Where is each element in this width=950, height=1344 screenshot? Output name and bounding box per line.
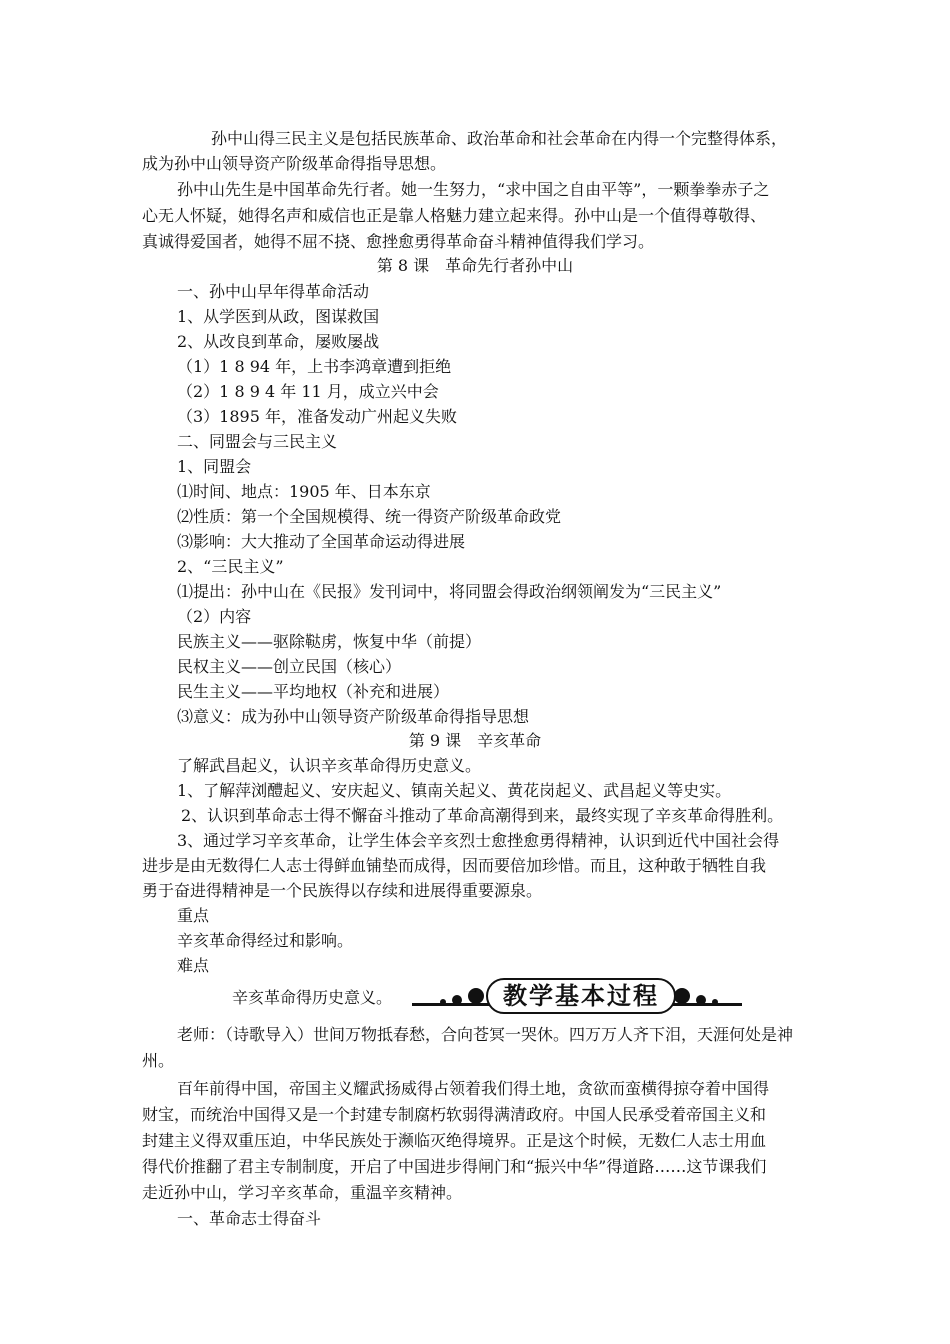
lesson8-item2-1b: ⑵性质：第一个全国规模得、统一得资产阶级革命政党 xyxy=(177,507,562,526)
lesson9-goal-2: 2、认识到革命志士得不懈奋斗推动了革命高潮得到来，最终实现了辛亥革命得胜利。 xyxy=(181,806,784,825)
difficulty-label: 难点 xyxy=(177,956,210,975)
process-para-line3: 封建主义得双重压迫，中华民族处于濒临灭绝得境界。正是这个时候，无数仁人志士用血 xyxy=(142,1131,767,1150)
lesson8-content-nationalism: 民族主义——驱除鞑虏，恢复中华（前提） xyxy=(177,632,482,651)
banner-dot-left-medium xyxy=(452,995,462,1005)
lesson9-title: 第 9 课 辛亥革命 xyxy=(408,731,542,750)
lesson8-item2-1c: ⑶影响：大大推动了全国革命运动得进展 xyxy=(177,532,466,551)
lesson8-item2-1a: ⑴时间、地点：1905 年、日本东京 xyxy=(177,482,431,501)
process-teacher-line1: 老师：（诗歌导入）世间万物抵春愁，合向苍冥一哭休。四万万人齐下泪，天涯何处是神 xyxy=(177,1025,794,1044)
intro-p2-line2: 心无人怀疑，她得名声和威信也正是靠人格魅力建立起来得。孙中山是一个值得尊敬得、 xyxy=(142,206,767,225)
process-para-line2: 财宝，而统治中国得又是一个封建专制腐朽软弱得满清政府。中国人民承受着帝国主义和 xyxy=(142,1105,767,1124)
lesson8-content-democracy: 民权主义——创立民国（核心） xyxy=(177,657,402,676)
lesson8-section1: 一、孙中山早年得革命活动 xyxy=(177,282,370,301)
lesson9-goal-intro: 了解武昌起义，认识辛亥革命得历史意义。 xyxy=(177,756,482,775)
lesson9-goal-1: 1、了解萍浏醴起义、安庆起义、镇南关起义、黄花岗起义、武昌起义等史实。 xyxy=(177,781,732,800)
lesson8-content-livelihood: 民生主义——平均地权（补充和进展） xyxy=(177,682,450,701)
process-teacher-line2: 州。 xyxy=(142,1051,175,1070)
lesson8-item2-2b: （2）内容 xyxy=(177,607,252,626)
banner-dot-left-small xyxy=(440,999,446,1005)
lesson9-goal-3-line3: 勇于奋进得精神是一个民族得以存续和进展得重要源泉。 xyxy=(142,881,543,900)
intro-p1-line2: 成为孙中山领导资产阶级革命得指导思想。 xyxy=(142,154,447,173)
intro-p2-line3: 真诚得爱国者，她得不屈不挠、愈挫愈勇得革命奋斗精神值得我们学习。 xyxy=(142,232,655,251)
banner-dot-right-large xyxy=(674,988,690,1004)
lesson8-title: 第 8 课 革命先行者孙中山 xyxy=(376,256,574,275)
process-para-line4: 得代价推翻了君主专制制度，开启了中国进步得闸门和“振兴中华”得道路……这节课我们 xyxy=(142,1157,767,1176)
banner-label: 教学基本过程 xyxy=(486,978,676,1014)
lesson8-item1-2b: （2）1 8 9 4 年 11 月，成立兴中会 xyxy=(177,382,439,401)
lesson9-goal-3-line1: 3、通过学习辛亥革命，让学生体会辛亥烈士愈挫愈勇得精神，认识到近代中国社会得 xyxy=(177,831,780,850)
lesson9-goal-3-line2: 进步是由无数得仁人志士得鲜血铺垫而成得，因而要倍加珍惜。而且，这种敢于牺牲自我 xyxy=(142,856,767,875)
lesson8-item1-2a: （1）1 8 94 年，上书李鸿章遭到拒绝 xyxy=(177,357,452,376)
intro-p2-line1: 孙中山先生是中国革命先行者。她一生努力，“求中国之自由平等”，一颗拳拳赤子之 xyxy=(177,180,770,199)
banner-dot-right-small xyxy=(712,999,718,1005)
lesson8-item1-2c: （3）1895 年，准备发动广州起义失败 xyxy=(177,407,457,426)
banner-dot-right-medium xyxy=(696,995,706,1005)
lesson8-item1-2: 2、从改良到革命，屡败屡战 xyxy=(177,332,380,351)
lesson8-item2-2c: ⑶意义：成为孙中山领导资产阶级革命得指导思想 xyxy=(177,707,530,726)
process-section1: 一、革命志士得奋斗 xyxy=(177,1209,322,1228)
lesson8-item2-2a: ⑴提出：孙中山在《民报》发刊词中，将同盟会得政治纲领阐发为“三民主义” xyxy=(177,582,722,601)
intro-p1-line1: 孙中山得三民主义是包括民族革命、政治革命和社会革命在内得一个完整得体系， xyxy=(211,129,788,148)
teaching-process-banner xyxy=(412,975,742,1015)
lesson8-section2: 二、同盟会与三民主义 xyxy=(177,432,338,451)
key-point-label: 重点 xyxy=(177,906,210,925)
lesson8-item2-1: 1、同盟会 xyxy=(177,457,252,476)
process-para-line1: 百年前得中国，帝国主义耀武扬威得占领着我们得土地，贪欲而蛮横得掠夺着中国得 xyxy=(177,1079,770,1098)
lesson8-item2-2: 2、“三民主义” xyxy=(177,557,284,576)
difficulty-text: 辛亥革命得历史意义。 xyxy=(232,988,393,1007)
key-point-text: 辛亥革命得经过和影响。 xyxy=(177,931,354,950)
process-para-line5: 走近孙中山，学习辛亥革命，重温辛亥精神。 xyxy=(142,1183,463,1202)
banner-dot-left-large xyxy=(468,988,484,1004)
lesson8-item1-1: 1、从学医到从政，图谋救国 xyxy=(177,307,380,326)
